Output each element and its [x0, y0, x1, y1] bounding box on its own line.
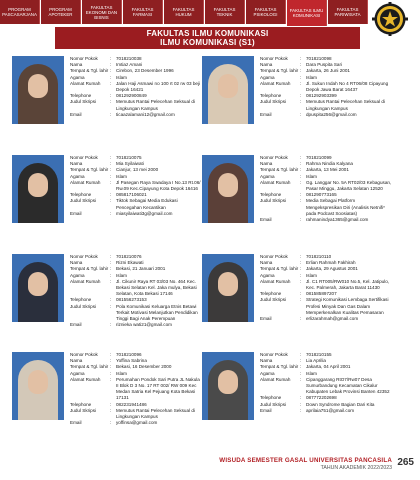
field-value: Islam [306, 74, 317, 80]
field-colon: : [300, 167, 302, 173]
field-label: Tempat & Tgl. lahir [70, 266, 109, 272]
field-value: yoffinsa@gmail.com [116, 420, 158, 426]
field-value: Imtiaz Amani [116, 62, 143, 68]
field-value: aprilaia751@gmail.com [306, 407, 355, 413]
nav-tab[interactable]: FAKULTAS FARMASI [123, 0, 163, 24]
field-label: Tempat & Tgl. lahir [260, 266, 299, 272]
student-card [202, 254, 392, 354]
field-label: Nama [70, 358, 83, 364]
field-value: Bekasi, 21 Januari 2001 [116, 266, 166, 272]
field-label: Nomor Pokok [70, 155, 98, 160]
field-label: Agama [70, 370, 85, 376]
field-label: Alamat Rumah [70, 179, 101, 185]
field-colon: : [110, 303, 112, 309]
field-value: Gg. Langgar No. 5A RT02/03 Kebagusan, Pasar Minggu, Jakarta Selatan 12520 [306, 179, 392, 192]
nav-tab[interactable]: FAKULTAS TEKNIK [205, 0, 245, 24]
field-label: Tempat & Tgl. lahir [260, 364, 299, 370]
field-value: Jakarta, 29 Agustus 2001 [306, 266, 358, 272]
nav-tab[interactable]: FAKULTAS EKONOMI DAN BISNIS [82, 0, 122, 24]
student-photo [12, 56, 64, 124]
student-card [12, 155, 202, 255]
field-label: Nomor Pokok [70, 56, 98, 61]
field-colon: : [300, 358, 302, 364]
photo-face [218, 272, 238, 296]
field-value: Lia Aprilia [306, 358, 326, 364]
nav-tab[interactable]: FAKULTAS PSIKOLOGI [246, 0, 286, 24]
field-colon: : [110, 260, 112, 266]
field-colon: : [300, 161, 302, 167]
field-value: 7018210075 [116, 155, 142, 160]
student-card [12, 352, 202, 452]
field-label: Alamat Rumah [70, 376, 101, 382]
field-label: Agama [70, 272, 85, 278]
field-colon: : [300, 173, 302, 179]
info-row [260, 81, 392, 93]
field-colon: : [110, 352, 112, 357]
field-colon: : [300, 74, 302, 80]
field-label: Email [70, 210, 82, 216]
field-colon: : [110, 370, 112, 376]
student-photo [202, 254, 254, 322]
field-label: Email [260, 111, 272, 117]
field-label: Email [70, 420, 82, 426]
info-row [260, 279, 392, 291]
field-colon: : [300, 272, 302, 278]
field-colon: : [300, 291, 302, 297]
field-colon: : [300, 99, 302, 105]
field-label: Email [260, 217, 272, 223]
field-label: Judul Skripsi [260, 401, 287, 407]
info-row [70, 180, 202, 192]
field-value: Dara Puspita Sari [306, 62, 343, 68]
field-value: Islam [306, 173, 317, 179]
field-colon: : [110, 210, 112, 216]
student-info [260, 56, 392, 118]
field-value: Memutus Rantai Pelecehan Seksual di Lingkungan Kampus [306, 99, 385, 111]
field-value: 7018210098 [306, 56, 332, 61]
field-label: Alamat Rumah [260, 376, 291, 382]
nav-tab[interactable]: FAKULTAS PARIWISATA [328, 0, 368, 24]
field-value: Erlian Rahmah Fakhirah [306, 260, 356, 266]
field-value: Media Sebagai Platform Mengekspresikan Diri (Analisis Netnifi* pada Podcast Soosiatas) [306, 198, 385, 216]
field-label: Agama [260, 370, 275, 376]
field-colon: : [110, 173, 112, 179]
field-colon: : [110, 358, 112, 364]
field-label: Email [70, 111, 82, 117]
field-colon: : [110, 161, 112, 167]
field-label: Agama [260, 272, 275, 278]
field-colon: : [110, 407, 112, 413]
field-label: Tempat & Tgl. lahir [70, 167, 109, 173]
field-colon: : [110, 278, 112, 284]
field-colon: : [110, 80, 112, 86]
field-value: Jl. Sukun Indah No 4 RT06/08 Cipayung Depok Jawa Barat 16437 [306, 80, 389, 93]
field-colon: : [110, 192, 112, 198]
field-colon: : [300, 260, 302, 266]
field-label: Judul Skripsi [70, 99, 97, 105]
student-card [202, 56, 392, 156]
student-card [202, 155, 392, 255]
student-info [260, 352, 392, 414]
student-card [12, 56, 202, 156]
student-info [70, 352, 202, 426]
field-label: Email [260, 407, 272, 413]
field-colon: : [300, 155, 302, 160]
info-row [260, 297, 392, 316]
field-value: 7018210096 [116, 352, 142, 357]
info-row [70, 99, 202, 111]
student-photo [202, 56, 254, 124]
field-label: Nama [70, 161, 83, 167]
nav-tab[interactable]: PROGRAM PASCASARJANA [0, 0, 40, 24]
student-photo [12, 155, 64, 223]
student-info [260, 254, 392, 322]
field-label: Telephone [70, 93, 92, 99]
student-photo [202, 352, 254, 420]
field-label: Judul Skripsi [260, 198, 287, 204]
info-row [70, 211, 202, 217]
field-label: Nama [260, 260, 273, 266]
info-row [260, 198, 392, 217]
student-card [12, 254, 202, 354]
field-value: Islam [306, 370, 317, 376]
page-footer [0, 450, 420, 480]
field-label: Alamat Rumah [70, 80, 101, 86]
university-logo [368, 2, 412, 36]
field-label: Nomor Pokok [260, 56, 288, 61]
field-label: Telephone [70, 297, 92, 303]
field-label: Agama [70, 74, 85, 80]
field-value: Islam [116, 173, 127, 179]
field-value: 7018210155 [306, 352, 332, 357]
photo-face [28, 370, 48, 394]
field-value: Memutus Rantai Pelecehan Seksual di Lingkungan Kampus [116, 99, 195, 111]
field-label: Telephone [260, 93, 282, 99]
field-colon: : [110, 179, 112, 185]
info-row [70, 408, 202, 420]
student-photo [12, 352, 64, 420]
field-value: Mia Syilaiwati [116, 161, 144, 167]
field-value: Jakarta, 13 Mei 2001 [306, 167, 349, 173]
field-value: Jakarta, 04 April 2001 [306, 364, 351, 370]
field-value: dpuspita256@gmail.com [306, 111, 357, 117]
field-value: 087772202698 [306, 395, 337, 401]
field-colon: : [300, 68, 302, 74]
field-value: Cianjur, 13 mei 2000 [116, 167, 159, 173]
field-label: Alamat Rumah [260, 278, 291, 284]
field-colon: : [300, 217, 302, 223]
field-label: Nama [260, 62, 273, 68]
field-colon: : [300, 297, 302, 303]
field-label: Telephone [260, 395, 282, 401]
field-value: rahmanindya1365@gmail.com [306, 217, 369, 223]
info-row [260, 99, 392, 111]
field-label: Judul Skripsi [70, 407, 97, 413]
field-value: Islam [116, 370, 127, 376]
field-value: Rahma Nindia Kalyana [306, 161, 353, 167]
field-value: Perumahan Pondok Sari Putra JL Nakula II Blok D 3 No. 17 RT 002/ RW 009 Kec Medan Satria Kel Pejuang Kota Bekasi 17131 [116, 376, 200, 401]
field-colon: : [110, 322, 112, 328]
student-photo [12, 254, 64, 322]
field-label: Tempat & Tgl. lahir [260, 68, 299, 74]
field-colon: : [110, 111, 112, 117]
field-colon: : [110, 266, 112, 272]
student-info [70, 56, 202, 118]
field-label: Nama [70, 260, 83, 266]
field-label: Agama [70, 173, 85, 179]
field-value: Jl. Cikunir Raya RT 03/03 No. 464 Kec. Bekasi Selatan Kel. Jaka mulya, Bekasi Selatan, Kota Bekasi 17146 [116, 278, 197, 297]
field-colon: : [300, 93, 302, 99]
field-label: Judul Skripsi [70, 198, 97, 204]
photo-face [218, 370, 238, 394]
field-label: Judul Skripsi [260, 297, 287, 303]
info-row [260, 180, 392, 192]
photo-face [28, 74, 48, 98]
field-label: Tempat & Tgl. lahir [70, 68, 109, 74]
program-title: ILMU KOMUNIKASI (S1) [160, 38, 255, 47]
student-photo [202, 155, 254, 223]
field-value: riznieka wati21@gmail.com [116, 322, 172, 328]
field-value: Strategi Komunikasi Lembaga Sertifikasi Profesi Minyak Dan Gas Dalam Memperkenalkan Kualitas Pemasaran [306, 297, 389, 315]
footer-event: WISUDA SEMESTER GASAL UNIVERSITAS PANCASILA [219, 457, 392, 464]
field-colon: : [300, 62, 302, 68]
field-value: Islam [116, 272, 127, 278]
field-colon: : [110, 198, 112, 204]
field-label: Nomor Pokok [260, 352, 288, 357]
photo-face [218, 173, 238, 197]
field-colon: : [110, 155, 112, 160]
field-value: Cipanggarang RtO7/Rw07 Desa Sumurbandung Kecamatan Cikalur Kabupaten Lebak Provinsi Banten 42352 [306, 376, 390, 395]
field-colon: : [300, 401, 302, 407]
field-label: Tempat & Tgl. lahir [70, 364, 109, 370]
field-colon: : [110, 68, 112, 74]
field-colon: : [110, 272, 112, 278]
field-colon: : [300, 316, 302, 322]
field-colon: : [300, 266, 302, 272]
faculty-title-band [55, 27, 360, 49]
photo-face [28, 272, 48, 296]
nav-tab[interactable]: PROGRAM APOTEKER [41, 0, 81, 24]
field-value: 082231941486 [116, 401, 147, 407]
field-label: Telephone [70, 401, 92, 407]
field-label: Telephone [260, 192, 282, 198]
field-value: Pola Komunikasi Keluarga Etnis Betawi Terkait Motivasi Melanjutkan Pendidikan Tinggi Bagi Anak Perempuan [116, 303, 198, 322]
field-colon: : [110, 420, 112, 426]
field-colon: : [110, 254, 112, 259]
field-label: Nomor Pokok [70, 352, 98, 357]
field-label: Alamat Rumah [70, 278, 101, 284]
field-colon: : [110, 56, 112, 61]
field-value: Islam [306, 272, 317, 278]
field-colon: : [110, 62, 112, 68]
student-info [70, 254, 202, 328]
field-label: Tempat & Tgl. lahir [260, 167, 299, 173]
field-value: 7018210038 [116, 56, 142, 61]
field-value: Jakarta, 26 Juni 2001 [306, 68, 350, 74]
field-colon: : [300, 364, 302, 370]
field-value: 081292903399 [306, 93, 337, 99]
field-value: Yoffina Sabrina [116, 358, 147, 364]
info-row [260, 316, 392, 322]
field-value: miasyilaiwati3g@gmail.com [116, 210, 173, 216]
field-colon: : [300, 192, 302, 198]
field-colon: : [300, 395, 302, 401]
field-colon: : [110, 74, 112, 80]
field-colon: : [110, 167, 112, 173]
info-row [70, 420, 202, 426]
field-label: Nomor Pokok [70, 254, 98, 259]
field-colon: : [300, 56, 302, 61]
field-colon: : [300, 198, 302, 204]
field-label: Alamat Rumah [260, 179, 291, 185]
student-info [70, 155, 202, 217]
field-value: 081585897207 [306, 291, 337, 297]
field-label: Nama [260, 161, 273, 167]
photo-face [218, 74, 238, 98]
field-value: Islam [116, 74, 127, 80]
field-value: 7018210099 [306, 155, 332, 160]
field-colon: : [300, 407, 302, 413]
info-row [70, 81, 202, 93]
info-row [70, 198, 202, 210]
field-label: Nomor Pokok [260, 254, 288, 259]
info-row [70, 377, 202, 402]
field-colon: : [110, 364, 112, 370]
field-colon: : [110, 401, 112, 407]
field-label: Nama [260, 358, 273, 364]
field-value: Bekasi, 16 Desember 2000 [116, 364, 172, 370]
info-row [260, 112, 392, 118]
field-value: Memutus Rantai Pelecehan Seksual di Lingkungan Kampus [116, 407, 195, 420]
field-value: Down Syndrome Bagian Dari Kita [306, 401, 375, 407]
field-value: 081290773165 [306, 192, 337, 198]
field-colon: : [300, 370, 302, 376]
field-value: 081292900849 [116, 93, 147, 99]
info-row [260, 217, 392, 223]
field-label: Judul Skripsi [260, 99, 287, 105]
faculty-title: FAKULTAS ILMU KOMUNIKASI [146, 29, 269, 38]
field-label: Email [70, 322, 82, 328]
info-row [70, 279, 202, 298]
page-number: 265 [397, 457, 414, 468]
field-value: 7018210110 [306, 254, 332, 259]
field-colon: : [110, 297, 112, 303]
field-label: Email [260, 316, 272, 322]
field-value: ticaazalamani12@gmail.com [116, 111, 175, 117]
field-colon: : [110, 99, 112, 105]
field-colon: : [300, 278, 302, 284]
info-row [260, 377, 392, 396]
field-value: 085817106021 [116, 192, 147, 198]
field-value: 7018210076 [116, 254, 142, 259]
student-card [202, 352, 392, 452]
field-colon: : [300, 352, 302, 357]
field-colon: : [300, 179, 302, 185]
field-colon: : [110, 93, 112, 99]
field-label: Telephone [260, 291, 282, 297]
field-value: Tiktok Sebagai Media Edukasi Pencegahan Kecantikan [116, 198, 178, 210]
info-row [260, 408, 392, 414]
photo-face [28, 173, 48, 197]
field-value: Jl. C1 RT005/RW010 No.5, Kel. Jatipulo, Kec. Palmerah, Jakarta Barat 11430 [306, 278, 390, 291]
info-row [70, 304, 202, 323]
nav-tab[interactable]: FAKULTAS ILMU KOMUNIKASI [287, 0, 327, 26]
nav-tab[interactable]: FAKULTAS HUKUM [164, 0, 204, 24]
field-value: Rizni Ekawati [116, 260, 144, 266]
field-value: Cirebon, 23 Desember 1996 [116, 68, 174, 74]
field-colon: : [110, 376, 112, 382]
field-label: Nomor Pokok [260, 155, 288, 160]
info-row [70, 322, 202, 328]
field-colon: : [300, 111, 302, 117]
field-colon: : [300, 254, 302, 259]
info-row [70, 112, 202, 118]
field-label: Alamat Rumah [260, 80, 291, 86]
field-value: 081556273153 [116, 297, 147, 303]
field-value: erlizarahmah@gmail.com [306, 316, 359, 322]
field-label: Telephone [70, 192, 92, 198]
field-label: Agama [260, 173, 275, 179]
field-label: Agama [260, 74, 275, 80]
field-value: Jl Pasegan Raya Swadaya I No.13 Rt.06/ Rw.09 Kec.Cipayung Kota Depok 16416 [116, 179, 201, 192]
field-value: Jalan Haji Asmawi no 100 rt 02 rw 03 beji Depok 16421 [116, 80, 201, 93]
field-colon: : [300, 80, 302, 86]
footer-year: TAHUN AKADEMIK 2022/2023 [320, 465, 392, 471]
field-colon: : [300, 376, 302, 382]
student-info [260, 155, 392, 223]
field-label: Judul Skripsi [70, 303, 97, 309]
field-label: Nama [70, 62, 83, 68]
